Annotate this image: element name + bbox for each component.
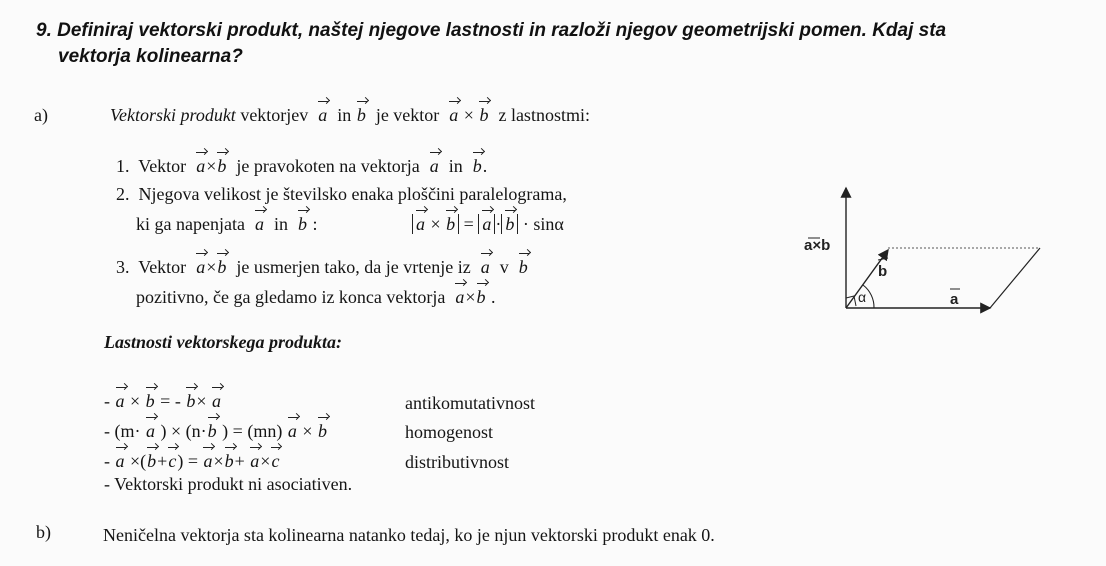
part-b-text: Neničelna vektorja sta kolinearna natanko tedaj, ko je njun vektorski produkt enak 0. bbox=[103, 525, 715, 545]
label-axb: a×b bbox=[804, 237, 831, 254]
property-formula-2: - (m· a ) × (n·b ) = (mn) a × b bbox=[104, 421, 327, 441]
property-item-2: 2. Njegova velikost je številsko enaka ploščini paralelograma, bbox=[116, 184, 567, 204]
question-line-2: vektorja kolinearna? bbox=[58, 46, 243, 67]
property-name-3: distributivnost bbox=[405, 452, 510, 472]
property-name-1: antikomutativnost bbox=[405, 393, 535, 413]
vector-a: a bbox=[318, 105, 328, 125]
label-a: a bbox=[950, 291, 959, 308]
label-b: b bbox=[878, 263, 888, 280]
part-b-label: b) bbox=[36, 522, 51, 542]
question-line-1: 9. Definiraj vektorski produkt, naštej njegove lastnosti in razloži njegov geometrijski pomen. Kdaj sta bbox=[36, 20, 947, 41]
property-4-non-associative: - Vektorski produkt ni asociativen. bbox=[104, 474, 353, 494]
area-formula: a × b = a · b · sinα bbox=[412, 213, 564, 235]
property-item-1: 1. Vektor a×b je pravokoten na vektorja a in b. bbox=[116, 156, 488, 176]
properties-heading: Lastnosti vektorskega produkta: bbox=[104, 332, 343, 352]
property-name-2: homogenost bbox=[405, 422, 493, 442]
parallelogram-figure bbox=[790, 180, 1080, 320]
property-item-3: 3. Vektor a×b je usmerjen tako, da je vrtenje iz a v b bbox=[116, 257, 528, 277]
property-formula-1: - a × b = - b× a bbox=[104, 391, 221, 411]
property-item-2-line-2: ki ga napenjata a in b : bbox=[136, 214, 318, 234]
label-b-arrow-mark bbox=[878, 258, 888, 260]
part-a-label: a) bbox=[34, 105, 48, 125]
vector-b: b bbox=[356, 105, 366, 125]
property-formula-3: - a ×(b+c) = a×b+ a×c bbox=[104, 451, 280, 471]
property-item-3-line-2: pozitivno, če ga gledamo iz konca vektorja a×b . bbox=[136, 287, 496, 307]
label-alpha: α bbox=[858, 289, 867, 305]
term-vector-product: Vektorski produkt bbox=[110, 105, 236, 125]
definition-intro: Vektorski produkt vektorjev a in b je vektor a × b z lastnostmi: bbox=[110, 105, 590, 125]
parallelogram-right-edge bbox=[990, 248, 1040, 308]
